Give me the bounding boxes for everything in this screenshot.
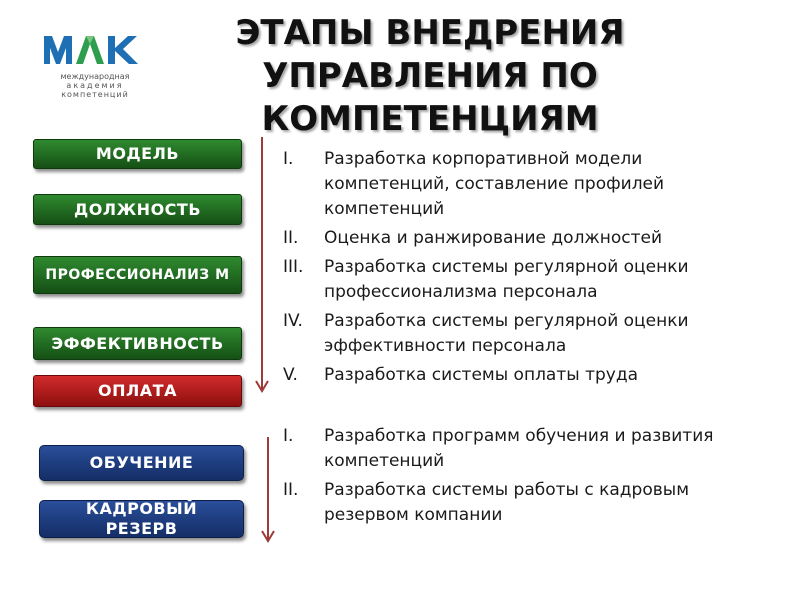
stage-button-payment[interactable]: ОПЛАТА <box>33 375 242 407</box>
stage-button-position[interactable]: ДОЛЖНОСТЬ <box>33 194 242 225</box>
step-number: III. <box>283 257 304 277</box>
list-item <box>283 478 744 528</box>
step-text: Разработка корпоративной модели компетенций, составление профилей компетенций <box>324 149 665 219</box>
list-item <box>283 309 744 359</box>
logo-text-line-1: международная <box>60 72 130 81</box>
step-number: I. <box>283 149 294 169</box>
step-number: V. <box>283 365 298 385</box>
stage-button-efficiency[interactable]: ЭФФЕКТИВНОСТЬ <box>33 327 242 360</box>
step-text: Оценка и ранжирование должностей <box>324 228 663 248</box>
list-item <box>283 226 744 251</box>
list-item <box>283 363 744 388</box>
steps-list-primary <box>283 147 744 392</box>
arrow-down-icon <box>260 437 276 547</box>
list-item <box>283 147 744 222</box>
stage-button-training[interactable]: ОБУЧЕНИЕ <box>39 445 244 481</box>
page-title: ЭТАПЫ ВНЕДРЕНИЯ УПРАВЛЕНИЯ ПО КОМПЕТЕНЦИЯМ <box>235 13 625 139</box>
step-number: IV. <box>283 311 303 331</box>
logo-text-line-3: компетенций <box>61 90 129 99</box>
stage-button-professionalism[interactable]: ПРОФЕССИОНАЛИЗ М <box>33 256 242 294</box>
list-item <box>283 424 744 474</box>
step-number: I. <box>283 426 294 446</box>
list-item <box>283 255 744 305</box>
stage-button-model[interactable]: МОДЕЛЬ <box>33 139 242 169</box>
arrow-down-icon <box>254 137 270 397</box>
step-number: II. <box>283 480 299 500</box>
stage-button-talent-pool[interactable]: КАДРОВЫЙ РЕЗЕРВ <box>39 500 244 538</box>
step-text: Разработка системы регулярной оценки эффективности персонала <box>324 311 689 356</box>
step-text: Разработка системы регулярной оценки профессионализма персонала <box>324 257 689 302</box>
step-number: II. <box>283 228 299 248</box>
logo-text-line-2: академия <box>66 81 124 90</box>
step-text: Разработка системы работы с кадровым резервом компании <box>324 480 690 525</box>
steps-list-secondary <box>283 424 744 532</box>
step-text: Разработка системы оплаты труда <box>324 365 639 385</box>
step-text: Разработка программ обучения и развития компетенций <box>324 426 714 471</box>
